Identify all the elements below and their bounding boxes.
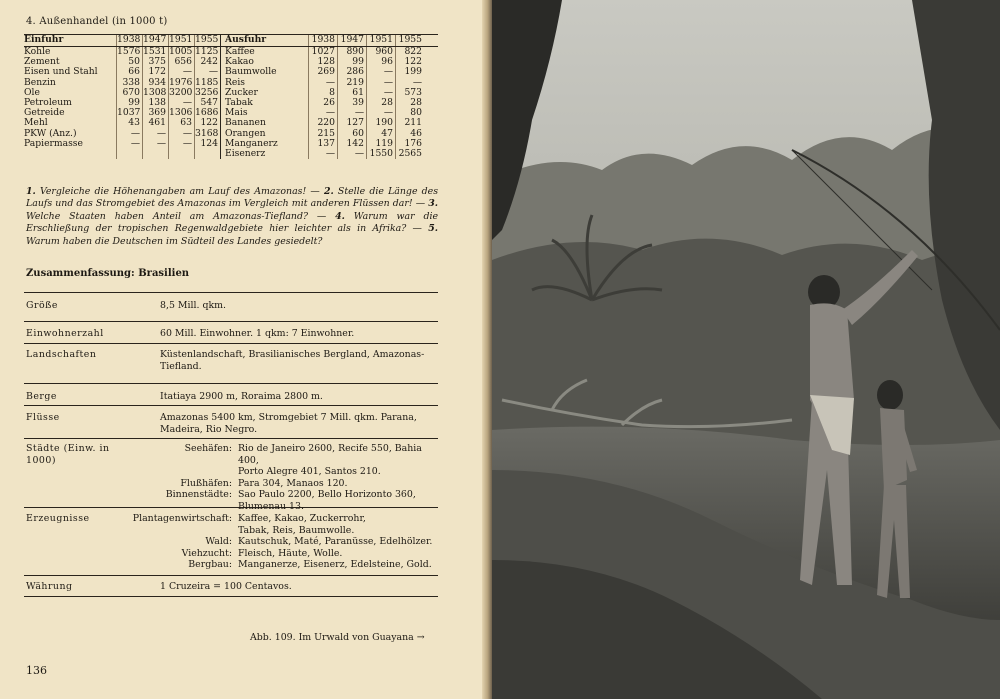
export-value: 119 bbox=[366, 139, 395, 149]
export-value: 96 bbox=[366, 57, 395, 67]
export-value: 1550 bbox=[366, 149, 395, 159]
import-commodity: Kohle bbox=[24, 47, 51, 57]
summary-label: Berge bbox=[26, 391, 57, 402]
export-value: 176 bbox=[395, 139, 424, 149]
summary-value bbox=[130, 513, 438, 575]
import-commodity: Benzin bbox=[24, 77, 56, 88]
summary-label: Landschaften bbox=[26, 349, 97, 360]
summary-sub-row bbox=[130, 559, 438, 571]
trade-table-row bbox=[24, 57, 438, 67]
summary-sub-label: Plantagenwirtschaft: bbox=[132, 513, 232, 524]
export-value: 99 bbox=[337, 57, 366, 67]
export-value: 269 bbox=[308, 67, 337, 77]
question-text: Vergleiche die Höhenangaben am Lauf des Amazonas! — bbox=[35, 186, 324, 197]
summary-sub-row bbox=[130, 548, 438, 560]
import-value: 461 bbox=[142, 118, 168, 128]
summary-sub-label bbox=[130, 525, 238, 537]
import-value: — bbox=[168, 98, 194, 108]
import-value: 1531 bbox=[143, 46, 167, 57]
summary-label: Größe bbox=[26, 300, 58, 311]
import-value: 1005 bbox=[169, 46, 193, 57]
import-value: 63 bbox=[168, 118, 194, 128]
export-value: 8 bbox=[308, 88, 337, 98]
import-value: — bbox=[194, 67, 220, 77]
question-text: Warum haben die Deutschen im Südteil des Landes gesiedelt? bbox=[26, 235, 323, 247]
export-value: — bbox=[308, 149, 337, 159]
import-value: 670 bbox=[116, 88, 142, 98]
export-value: — bbox=[395, 78, 424, 88]
summary-value: Itatiaya 2900 m, Roraima 2800 m. bbox=[160, 391, 323, 402]
export-header: Ausfuhr bbox=[220, 35, 308, 46]
import-value: 338 bbox=[116, 78, 142, 88]
summary-value: 1 Cruzeira = 100 Centavos. bbox=[160, 581, 292, 592]
question-number: 2. bbox=[323, 186, 334, 197]
export-commodity: Mais bbox=[220, 108, 308, 118]
summary-value-line: Amazonas 5400 km, Stromgebiet 7 Mill. qkm. Parana, bbox=[160, 412, 417, 423]
summary-sub-row bbox=[130, 489, 438, 501]
export-value: 28 bbox=[395, 98, 424, 108]
year-header: 1947 bbox=[143, 34, 167, 45]
summary-label: Währung bbox=[26, 581, 73, 592]
summary-row-einwohner bbox=[24, 321, 438, 343]
export-value: 142 bbox=[337, 139, 366, 149]
question-number: 4. bbox=[335, 210, 345, 222]
export-value: 199 bbox=[395, 67, 424, 77]
year-header: 1951 bbox=[169, 34, 193, 45]
import-value: 3168 bbox=[195, 127, 219, 139]
export-value: 211 bbox=[395, 118, 424, 128]
summary-value: 8,5 Mill. qkm. bbox=[160, 300, 226, 311]
summary-row-staedte bbox=[24, 438, 438, 512]
export-commodity: Kakao bbox=[220, 57, 308, 67]
page-number: 136 bbox=[26, 664, 47, 677]
export-value: 122 bbox=[395, 57, 424, 67]
import-value: 43 bbox=[116, 118, 142, 128]
export-value: 26 bbox=[308, 98, 337, 108]
export-value: — bbox=[308, 108, 337, 118]
import-commodity bbox=[24, 149, 116, 159]
summary-sub-row bbox=[130, 501, 438, 513]
question-text: Welche Staaten haben Anteil am Amazonas-Tiefland? — bbox=[26, 210, 336, 222]
export-value: 28 bbox=[366, 98, 395, 108]
year-header: 1938 bbox=[117, 34, 141, 45]
summary-value: 60 Mill. Einwohner. 1 qkm: 7 Einwohner. bbox=[160, 328, 355, 339]
summary-row-waehrung bbox=[24, 575, 438, 597]
summary-sub-row bbox=[130, 478, 438, 490]
export-value: 960 bbox=[366, 47, 395, 57]
export-value: 80 bbox=[395, 108, 424, 118]
import-value: — bbox=[142, 139, 168, 149]
export-value: 39 bbox=[337, 98, 366, 108]
summary-sub-text: Rio de Janeiro 2600, Recife 550, Bahia 400, bbox=[238, 443, 422, 466]
summary-sub-row bbox=[130, 443, 438, 466]
import-value: 50 bbox=[116, 57, 142, 67]
import-value: 138 bbox=[142, 98, 168, 108]
question-number: 3. bbox=[428, 198, 438, 210]
import-value: 1576 bbox=[117, 46, 141, 57]
import-value: 369 bbox=[142, 108, 168, 118]
summary-sub-text: Para 304, Manaos 120. bbox=[238, 477, 348, 489]
import-value: 547 bbox=[194, 98, 220, 108]
export-commodity: Bananen bbox=[220, 118, 308, 128]
import-value: 3200 bbox=[169, 86, 193, 98]
import-value: 1976 bbox=[169, 76, 193, 88]
summary-sub-text: Kaffee, Kakao, Zuckerrohr, bbox=[238, 513, 366, 524]
import-value: 99 bbox=[116, 98, 142, 108]
summary-sub-label: Wald: bbox=[205, 536, 232, 548]
trade-table-body bbox=[24, 47, 438, 159]
export-value: 190 bbox=[366, 118, 395, 128]
import-value: 1037 bbox=[117, 107, 141, 119]
export-value: 215 bbox=[308, 129, 337, 139]
export-commodity: Orangen bbox=[220, 129, 308, 139]
summary-value bbox=[130, 443, 438, 512]
export-value: — bbox=[366, 78, 395, 88]
export-commodity: Eisenerz bbox=[220, 149, 308, 159]
export-value: — bbox=[366, 67, 395, 77]
import-value: — bbox=[116, 129, 142, 139]
summary-value bbox=[160, 412, 438, 438]
questions-paragraph bbox=[26, 186, 438, 248]
import-value: 124 bbox=[194, 139, 220, 149]
import-value: 375 bbox=[142, 57, 168, 67]
summary-sub-row bbox=[130, 513, 438, 525]
summary-sub-row bbox=[130, 525, 438, 537]
summary-sub-label bbox=[130, 501, 238, 513]
import-commodity: Öle bbox=[24, 87, 40, 98]
import-value: — bbox=[116, 139, 142, 149]
summary-row-landschaften bbox=[24, 343, 438, 383]
summary-label: Einwohnerzahl bbox=[26, 328, 104, 339]
export-value: 2565 bbox=[395, 149, 424, 159]
export-value: — bbox=[366, 108, 395, 118]
summary-sub-label bbox=[130, 466, 238, 478]
import-commodity: Eisen und Stahl bbox=[24, 67, 98, 78]
trade-table-row bbox=[24, 88, 438, 98]
export-value: 890 bbox=[337, 47, 366, 57]
export-value: 573 bbox=[395, 88, 424, 98]
export-commodity: Zucker bbox=[220, 88, 308, 98]
year-header: 1947 bbox=[337, 35, 366, 46]
summary-sub-text: Sao Paulo 2200, Bello Horizonto 360, bbox=[238, 489, 416, 501]
summary-sub-text: Blumenau 13. bbox=[238, 500, 304, 512]
question-text: Warum war die Erschließung der tropischen Regenwaldgebiete hier leichter als in Afrika? — bbox=[26, 210, 438, 235]
import-value: — bbox=[168, 67, 194, 77]
export-commodity: Manganerz bbox=[220, 139, 308, 149]
import-value: 1306 bbox=[169, 107, 193, 119]
export-value: 46 bbox=[395, 129, 424, 139]
summary-sub-label: Binnenstädte: bbox=[165, 489, 232, 501]
year-header: 1955 bbox=[195, 34, 219, 45]
import-value bbox=[194, 149, 220, 159]
photo-page bbox=[492, 0, 1000, 699]
export-commodity: Kaffee bbox=[220, 47, 308, 57]
summary-row-berge bbox=[24, 383, 438, 405]
summary-value bbox=[160, 349, 438, 383]
export-value: 127 bbox=[337, 118, 366, 128]
import-value: — bbox=[142, 129, 168, 139]
import-value: 66 bbox=[116, 67, 142, 77]
export-value: 219 bbox=[337, 78, 366, 88]
summary-title: Zusammenfassung: Brasilien bbox=[26, 268, 190, 279]
summary-sub-text: Manganerze, Eisenerz, Edelsteine, Gold. bbox=[238, 559, 432, 571]
export-value: 47 bbox=[366, 129, 395, 139]
summary-sub-label: Seehäfen: bbox=[184, 443, 232, 454]
trade-table-row bbox=[24, 149, 438, 159]
export-value: — bbox=[337, 149, 366, 159]
export-value: 1027 bbox=[308, 47, 337, 57]
import-value: 172 bbox=[142, 67, 168, 77]
summary-sub-label: Bergbau: bbox=[188, 559, 232, 571]
trade-table-row bbox=[24, 78, 438, 88]
summary-value-line: Tiefland. bbox=[160, 360, 202, 372]
import-value: 1185 bbox=[195, 76, 219, 88]
trade-table-row bbox=[24, 47, 438, 57]
import-commodity: Papiermasse bbox=[24, 138, 83, 149]
export-commodity: Tabak bbox=[220, 98, 308, 108]
import-commodity: PKW (Anz.) bbox=[24, 128, 77, 139]
export-value: 60 bbox=[337, 129, 366, 139]
export-commodity: Baumwolle bbox=[220, 67, 308, 77]
summary-value-line: Küstenlandschaft, Brasilianisches Bergland, Amazonas- bbox=[160, 349, 425, 360]
question-number: 1. bbox=[26, 186, 36, 197]
summary-sub-text: Kautschuk, Maté, Paranüsse, Edelhölzer. bbox=[238, 536, 433, 548]
summary-sub-row bbox=[130, 466, 438, 478]
import-value: 1686 bbox=[195, 107, 219, 119]
figure-caption: Abb. 109. Im Urwald von Guayana → bbox=[250, 632, 425, 643]
import-value bbox=[168, 149, 194, 159]
import-value bbox=[116, 149, 142, 159]
left-page bbox=[0, 0, 488, 699]
summary-value-line: Madeira, Rio Negro. bbox=[160, 423, 258, 435]
summary-row-groesse bbox=[24, 292, 438, 321]
import-commodity: Petroleum bbox=[24, 97, 72, 108]
import-commodity: Mehl bbox=[24, 118, 48, 129]
export-value: 822 bbox=[395, 47, 424, 57]
import-value: — bbox=[168, 129, 194, 139]
import-commodity: Getreide bbox=[24, 108, 65, 119]
trade-table-row bbox=[24, 67, 438, 77]
summary-sub-text: Fleisch, Häute, Wolle. bbox=[238, 547, 343, 559]
import-value: 1308 bbox=[143, 86, 167, 98]
import-value: 242 bbox=[194, 57, 220, 67]
export-value: — bbox=[308, 78, 337, 88]
import-value bbox=[142, 149, 168, 159]
trade-table-row bbox=[24, 118, 438, 128]
summary-table bbox=[24, 292, 438, 597]
import-value: 934 bbox=[142, 78, 168, 88]
import-value: 1125 bbox=[195, 46, 219, 57]
summary-sub-text: Porto Alegre 401, Santos 210. bbox=[238, 466, 381, 478]
export-value: — bbox=[366, 88, 395, 98]
question-text: Stelle die Länge des Laufs und das Stromgebiet des Amazonas im Vergleich mit anderen Flüssen dar! — bbox=[26, 186, 439, 210]
export-value: 286 bbox=[337, 67, 366, 77]
export-commodity: Reis bbox=[220, 78, 308, 88]
import-value: 122 bbox=[194, 118, 220, 128]
summary-label: Flüsse bbox=[26, 412, 60, 423]
year-header: 1951 bbox=[366, 35, 395, 46]
question-number: 5. bbox=[428, 223, 438, 235]
export-value: 220 bbox=[308, 118, 337, 128]
import-value: 656 bbox=[168, 57, 194, 67]
export-value: 128 bbox=[308, 57, 337, 67]
import-value: 3256 bbox=[195, 86, 219, 98]
summary-sub-label: Flußhäfen: bbox=[180, 477, 232, 489]
import-value: — bbox=[168, 139, 194, 149]
year-header: 1938 bbox=[308, 35, 337, 46]
summary-sub-label: Viehzucht: bbox=[181, 547, 232, 559]
trade-table bbox=[24, 34, 438, 159]
summary-row-erzeugnisse bbox=[24, 507, 438, 575]
summary-row-fluesse bbox=[24, 405, 438, 438]
summary-label: Erzeugnisse bbox=[26, 513, 90, 524]
summary-sub-text: Tabak, Reis, Baumwolle. bbox=[238, 524, 355, 536]
export-value: — bbox=[337, 108, 366, 118]
rainforest-photo bbox=[492, 0, 1000, 699]
trade-table-row bbox=[24, 98, 438, 108]
export-value: 61 bbox=[337, 88, 366, 98]
export-value: 137 bbox=[308, 139, 337, 149]
summary-sub-row bbox=[130, 536, 438, 548]
year-header: 1955 bbox=[395, 35, 424, 46]
section-title: 4. Außenhandel (in 1000 t) bbox=[26, 16, 168, 27]
import-commodity: Zement bbox=[24, 57, 60, 68]
import-header: Einfuhr bbox=[24, 35, 64, 45]
summary-label: Städte (Einw. in 1000) bbox=[26, 443, 110, 466]
